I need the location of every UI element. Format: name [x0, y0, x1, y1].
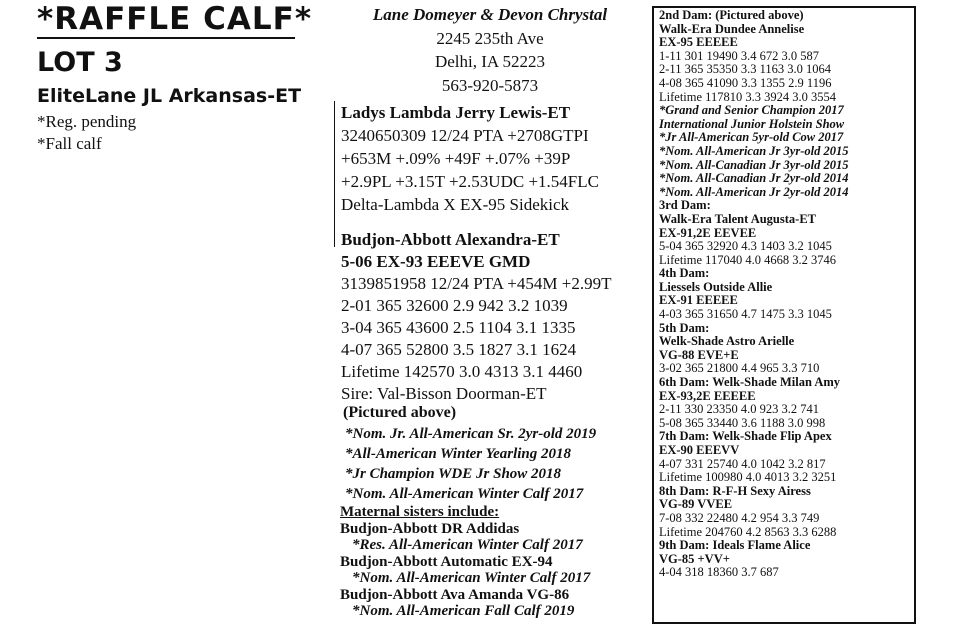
maternal-line: Budjon-Abbott Ava Amanda VG-86	[340, 586, 570, 603]
pedigree-line: Lifetime 117810 3.3 3924 3.0 3554	[659, 89, 836, 104]
pedigree-line: 4-08 365 41090 3.3 1355 2.9 1196	[659, 75, 832, 90]
pedigree-line: 5th Dam:	[659, 320, 710, 335]
pedigree-line: 6th Dam: Welk-Shade Milan Amy	[659, 375, 841, 390]
pedigree-line: 7-08 332 22480 4.2 954 3.3 749	[659, 510, 820, 525]
pedigree-line: 2-11 330 23350 4.0 923 3.2 741	[659, 402, 819, 417]
pedigree-line: 8th Dam: R-F-H Sexy Airess	[659, 483, 811, 498]
pedigree-line: 5-08 365 33440 3.6 1188 3.0 998	[659, 415, 826, 430]
dam-line: 5-06 EX-93 EEEVE GMD	[341, 252, 531, 271]
lot-number: LOT 3	[37, 47, 123, 78]
pedigree-line: Lifetime 100980 4.0 4013 3.2 3251	[659, 470, 837, 485]
calf-notes	[37, 111, 136, 155]
pedigree-line: EX-93,2E EEEEE	[659, 388, 756, 403]
pedigree-line: Lifetime 117040 4.0 4668 3.2 3746	[659, 252, 836, 267]
dam-line: Lifetime 142570 3.0 4313 3.1 4460	[341, 362, 583, 381]
pedigree-line: EX-95 EEEEE	[659, 35, 738, 50]
sire-line: +2.9PL +3.15T +2.53UDC +1.54FLC	[341, 172, 599, 191]
owner-phone: 563-920-5873	[441, 75, 539, 95]
sire-line: Ladys Lambda Jerry Lewis-ET	[341, 103, 571, 122]
dam-block	[341, 229, 611, 405]
pedigree-line: *Nom. All-American Jr 2yr-old 2014	[659, 184, 849, 199]
honor-line: *Jr Champion WDE Jr Show 2018	[345, 466, 562, 482]
pedigree-line: 3-02 365 21800 4.4 965 3.3 710	[659, 361, 820, 376]
pedigree-line: 9th Dam: Ideals Flame Alice	[659, 538, 811, 553]
maternal-line: *Res. All-American Winter Calf 2017	[352, 537, 583, 553]
pedigree-line: 4th Dam:	[659, 266, 710, 281]
pedigree-line: International Junior Holstein Show	[659, 116, 845, 131]
honor-line: *Nom. Jr. All-American Sr. 2yr-old 2019	[345, 426, 597, 442]
pedigree-line: Welk-Shade Astro Arielle	[659, 334, 795, 349]
pedigree-line: 3rd Dam:	[659, 198, 711, 213]
pedigree-line: *Nom. All-Canadian Jr 3yr-old 2015	[659, 157, 849, 172]
calf-name: EliteLane JL Arkansas-ET	[37, 85, 302, 107]
note-fall-calf: *Fall calf	[37, 134, 102, 153]
pedigree-line: 1-11 301 19490 3.4 672 3.0 587	[659, 48, 819, 63]
maternal-line: Budjon-Abbott DR Addidas	[340, 520, 520, 537]
pedigree-list	[659, 9, 848, 580]
pedigree-line: *Grand and Senior Champion 2017	[659, 103, 844, 118]
maternal-line: Maternal sisters include:	[340, 504, 500, 520]
pedigree-line: 2nd Dam: (Pictured above)	[659, 8, 804, 22]
pedigree-line: VG-89 VVEE	[659, 497, 733, 512]
honor-line: *Nom. All-American Winter Calf 2017	[345, 486, 584, 502]
sire-line: 3240650309 12/24 PTA +2708GTPI	[341, 126, 589, 145]
dam-honors	[345, 424, 596, 504]
owner-contact	[355, 3, 625, 97]
pedigree-line: Liessels Outside Allie	[659, 279, 773, 294]
maternal-line: *Nom. All-American Winter Calf 2017	[352, 570, 591, 586]
dam-line: Budjon-Abbott Alexandra-ET	[341, 230, 560, 249]
pedigree-line: VG-88 EVE+E	[659, 347, 739, 362]
dam-line: Sire: Val-Bisson Doorman-ET	[341, 384, 547, 403]
note-reg-pending: *Reg. pending	[37, 112, 137, 131]
pedigree-line: 4-03 365 31650 4.7 1475 3.3 1045	[659, 307, 832, 322]
pedigree-line: 7th Dam: Welk-Shade Flip Apex	[659, 429, 832, 444]
pedigree-line: 4-04 318 18360 3.7 687	[659, 565, 779, 580]
maternal-line: Budjon-Abbott Automatic EX-94	[340, 553, 553, 570]
pedigree-line: *Jr All-American 5yr-old Cow 2017	[659, 130, 844, 145]
sire-line: +653M +.09% +49F +.07% +39P	[341, 149, 571, 168]
raffle-title: *RAFFLE CALF*	[37, 1, 313, 37]
title-underline	[37, 37, 295, 39]
dam-line: 3-04 365 43600 2.5 1104 3.1 1335	[341, 318, 576, 337]
pedigree-line: 5-04 365 32920 4.3 1403 3.2 1045	[659, 239, 832, 254]
sire-line: Delta-Lambda X EX-95 Sidekick	[341, 195, 570, 214]
maternal-line: *Nom. All-American Fall Calf 2019	[352, 603, 575, 619]
pedigree-line: VG-85 +VV+	[659, 551, 730, 566]
dam-line: 4-07 365 52800 3.5 1827 3.1 1624	[341, 340, 577, 359]
sire-block	[341, 101, 599, 216]
pedigree-line: EX-91 EEEEE	[659, 293, 738, 308]
pedigree-line: 2-11 365 35350 3.3 1163 3.0 1064	[659, 62, 831, 77]
dam-line: 2-01 365 32600 2.9 942 3.2 1039	[341, 296, 568, 315]
pedigree-line: Lifetime 204760 4.2 8563 3.3 6288	[659, 524, 837, 539]
dam-pictured-note: (Pictured above)	[343, 404, 457, 421]
pedigree-line: 4-07 331 25740 4.0 1042 3.2 817	[659, 456, 826, 471]
pedigree-line: EX-91,2E EEVEE	[659, 225, 757, 240]
pedigree-line: *Nom. All-American Jr 3yr-old 2015	[659, 143, 849, 158]
honor-line: *All-American Winter Yearling 2018	[345, 446, 572, 462]
pedigree-line: *Nom. All-Canadian Jr 2yr-old 2014	[659, 171, 849, 186]
dam-line: 3139851958 12/24 PTA +454M +2.99T	[341, 274, 612, 293]
pedigree-line: Walk-Era Talent Augusta-ET	[659, 211, 816, 226]
owner-city: Delhi, IA 52223	[434, 52, 546, 71]
sire-divider	[334, 101, 335, 247]
pedigree-line: Walk-Era Dundee Annelise	[659, 21, 805, 36]
owner-street: 2245 235th Ave	[436, 28, 544, 48]
pedigree-line: EX-90 EEEVV	[659, 443, 740, 457]
maternal-sisters	[340, 504, 590, 620]
owner-names: Lane Domeyer & Devon Chrystal	[372, 5, 608, 24]
